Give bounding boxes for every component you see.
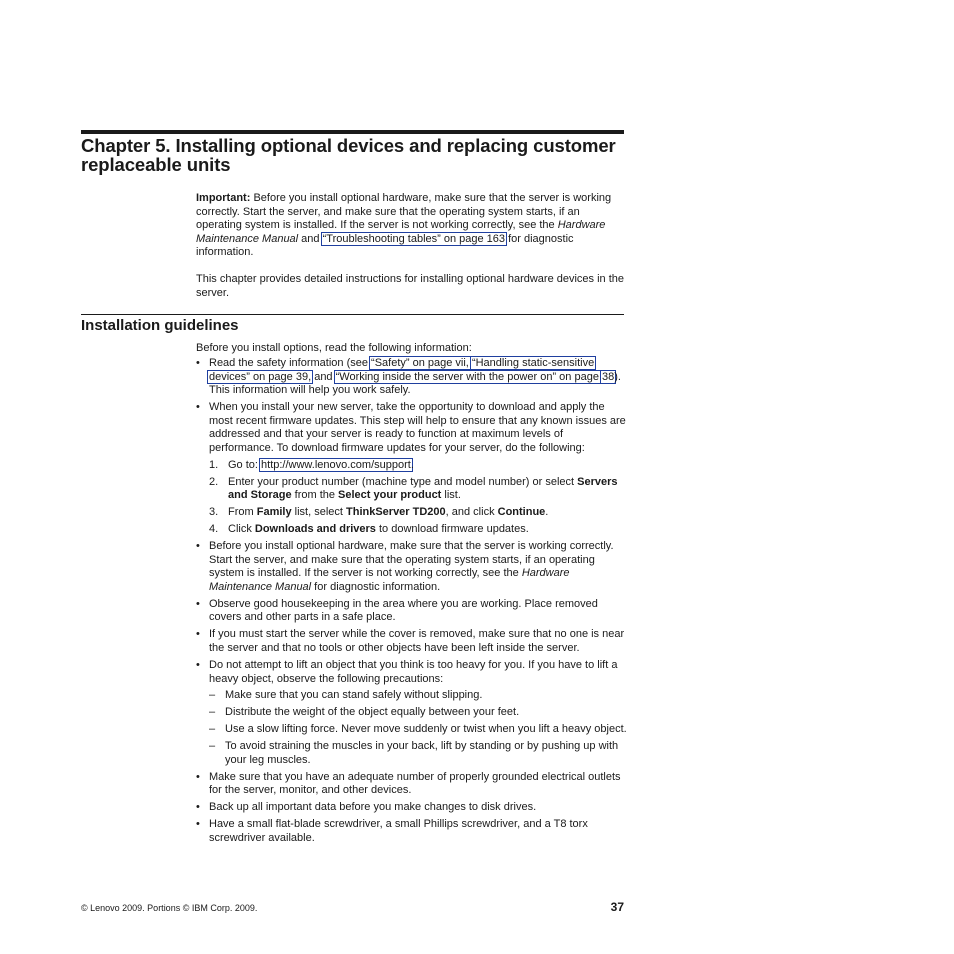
list-item: • Read the safety information (see “Safety” on page vii, “Handling static-sensitive devices” on page 39, and “Working inside the server with the power on” on page 38). This information will help you work safely. (196, 357, 621, 397)
list-item: • Do not attempt to lift an object that you think is too heavy for you. If you have to lift a heavy object, observe the following precautions: – Make sure that you can stand safely without slipping. – Distribute the weight of the object equally between your feet. – Use a slow lifting force. Never move suddenly or twist when you lift a heavy object. – To avoid straining the muscles in your back, lift by standing or by pushing up with your leg muscles. (196, 659, 627, 766)
dash-item: – Distribute the weight of the object equally between your feet. (209, 706, 520, 719)
step-item: 1. Go to: http://www.lenovo.com/support. (209, 458, 414, 471)
section-rule (81, 314, 624, 315)
chapter-rule (81, 130, 624, 134)
step-item: 2. Enter your product number (machine type and model number) or select Servers and Storage from the Select your product list. (209, 475, 618, 502)
bullet-mark: • (196, 801, 200, 814)
bullet-mark: • (196, 770, 200, 783)
bullet-mark: • (196, 540, 200, 553)
important-label: Important: (196, 192, 251, 204)
list-item: • Have a small flat-blade screwdriver, a small Phillips screwdriver, and a T8 torx screwdriver available. (196, 818, 588, 844)
static-sensitive-link[interactable]: “Handling static-sensitive (471, 357, 595, 369)
troubleshooting-tables-link[interactable]: “Troubleshooting tables” on page 163 (322, 232, 506, 245)
section-title: Installation guidelines (81, 317, 239, 334)
safety-link[interactable]: “Safety” on page vii, (371, 357, 469, 369)
working-inside-link-cont[interactable]: 38 (602, 370, 615, 383)
dash-item: – To avoid straining the muscles in your back, lift by standing or by pushing up with your leg muscles. (209, 740, 619, 766)
bullet-mark: • (196, 659, 200, 671)
bullet-mark: • (196, 401, 200, 414)
chapter-title: Chapter 5. Installing optional devices and replacing customer replaceable units (81, 135, 616, 175)
bullet-mark: • (196, 628, 200, 641)
manual-reference: Hardware Maintenance Manual (209, 567, 570, 593)
intro-paragraph: This chapter provides detailed instructions for installing optional hardware devices in the server. (196, 273, 625, 299)
footer-copyright: © Lenovo 2009. Portions © IBM Corp. 2009. (81, 903, 258, 913)
step-item: 4. Click Downloads and drivers to download firmware updates. (209, 523, 529, 536)
section-lead: Before you install options, read the following information: (196, 342, 472, 354)
guidelines-list (196, 357, 628, 849)
bullet-mark: • (196, 597, 200, 610)
important-note: Important: Before you install optional hardware, make sure that the server is working correctly. Start the server, and make sure that the operating system starts, if an operating system is installed. If the server is not working correctly, see the Hardware Maintenance Manual and “Troubleshooting tables” on page 163 for diagnostic information. (196, 192, 612, 259)
firmware-steps (209, 459, 628, 537)
list-item: • Make sure that you have an adequate number of properly grounded electrical outlets for the server, monitor, and other devices. (196, 770, 621, 797)
list-item: • If you must start the server while the cover is removed, make sure that no one is near the server and that no tools or other objects have been left inside the server. (196, 628, 625, 655)
working-inside-link[interactable]: “Working inside the server with the power on” on page (335, 370, 599, 383)
bullet-mark: • (196, 818, 200, 831)
list-item: • Back up all important data before you make changes to disk drives. (196, 801, 537, 814)
lifting-precautions (209, 689, 628, 767)
dash-item: – Make sure that you can stand safely without slipping. (209, 689, 483, 702)
step-item: 3. From Family list, select ThinkServer TD200, and click Continue. (209, 506, 549, 519)
support-url-link[interactable]: http://www.lenovo.com/support (261, 458, 411, 471)
list-item: • Observe good housekeeping in the area where you are working. Place removed covers and other parts in a safe place. (196, 597, 598, 624)
bullet-mark: • (196, 357, 200, 369)
page-number: 37 (610, 900, 624, 914)
dash-item: – Use a slow lifting force. Never move suddenly or twist when you lift a heavy object. (209, 723, 627, 736)
list-item: • Before you install optional hardware, make sure that the server is working correctly. Start the server, and make sure that the operating system starts, if an operating system is installed. If the server is not working correctly, see the Hardware Maintenance Manual for diagnostic information. (196, 540, 614, 593)
list-item: • When you install your new server, take the opportunity to download and apply the most recent firmware updates. This step will help to ensure that any known issues are addressed and that your server is ready to function at maximum levels of performance. To download firmware updates for your server, do the following: 1. Go to: http://www.lenovo.com/support. 2. Enter your product number (machine type and model number) or select Servers and Storage from the Select your product list. 3. From Family list, select ThinkServer TD200, and click Continue. 4. Click Downloads and drivers to download firmware updates. (196, 401, 628, 537)
manual-reference: Hardware Maintenance Manual (196, 219, 606, 245)
static-sensitive-link-cont[interactable]: devices” on page 39, (209, 370, 312, 383)
